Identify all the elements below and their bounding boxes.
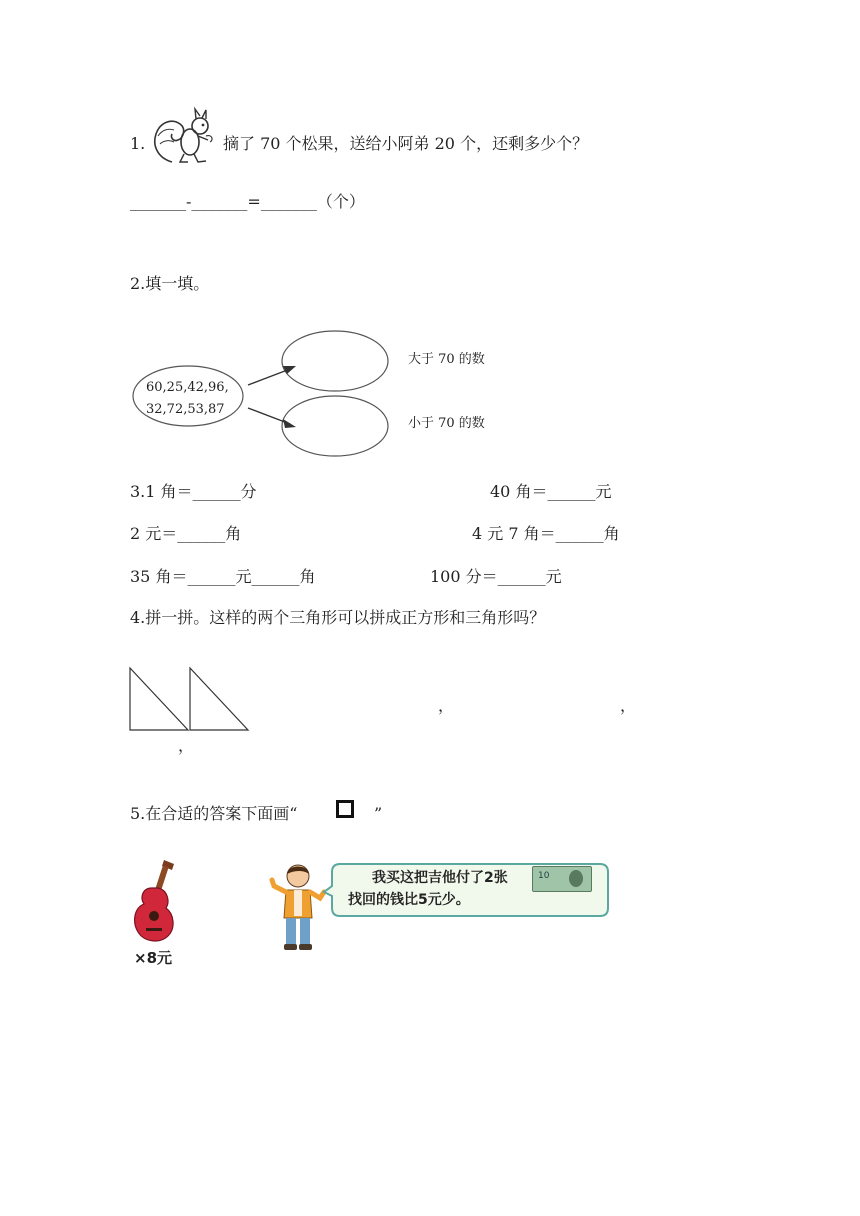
q1-number: 1. bbox=[130, 134, 146, 153]
q3-row2-left: 2 元＝______角 bbox=[130, 524, 242, 543]
q4-comma-1: ， bbox=[438, 696, 455, 715]
q4-title: 4.拼一拼。这样的两个三角形可以拼成正方形和三角形吗？ bbox=[130, 608, 546, 627]
q5-title-prefix: 5.在合适的答案下面画“ bbox=[130, 804, 298, 823]
triangle-2 bbox=[190, 668, 248, 730]
source-numbers-line2: 32,72,53,87 bbox=[146, 402, 225, 417]
greater-ellipse bbox=[282, 331, 388, 391]
less-ellipse bbox=[282, 396, 388, 456]
two-triangles-figure bbox=[128, 666, 254, 732]
q4-comma-3: ， bbox=[178, 736, 195, 755]
q4-comma-2: ， bbox=[620, 696, 637, 715]
q3-row2-right: 4 元 7 角＝______角 bbox=[472, 524, 620, 543]
q3-row3-left: 35 角＝______元______角 bbox=[130, 567, 316, 586]
banknote-value: 10 bbox=[538, 871, 550, 881]
less-label: 小于 70 的数 bbox=[408, 416, 485, 431]
banknote-portrait bbox=[569, 870, 583, 887]
guitar-icon bbox=[130, 858, 182, 948]
squirrel-icon bbox=[150, 106, 216, 166]
speech-line-1: 我买这把吉他付了2张 bbox=[372, 870, 508, 886]
q3-row3-right: 100 分＝______元 bbox=[430, 567, 562, 586]
guitar-price: ×8元 bbox=[134, 949, 173, 967]
q5-title-suffix: ” bbox=[374, 804, 383, 823]
greater-label: 大于 70 的数 bbox=[408, 352, 485, 367]
square-box-icon bbox=[336, 800, 354, 818]
q2-title: 2.填一填。 bbox=[130, 274, 210, 293]
triangle-1 bbox=[130, 668, 188, 730]
q1-text: 摘了 70 个松果，送给小阿弟 20 个，还剩多少个？ bbox=[223, 134, 589, 153]
source-numbers-line1: 60,25,42,96, bbox=[146, 380, 229, 395]
q1-equation: _______-_______=_______（个） bbox=[130, 192, 365, 211]
q3-row1-right: 40 角＝______元 bbox=[490, 482, 612, 501]
banknote-icon bbox=[532, 866, 592, 892]
boy-figure-icon bbox=[266, 862, 330, 954]
q3-row1-left: 3.1 角＝______分 bbox=[130, 482, 257, 501]
speech-line-2: 找回的钱比5元少。 bbox=[348, 892, 470, 908]
